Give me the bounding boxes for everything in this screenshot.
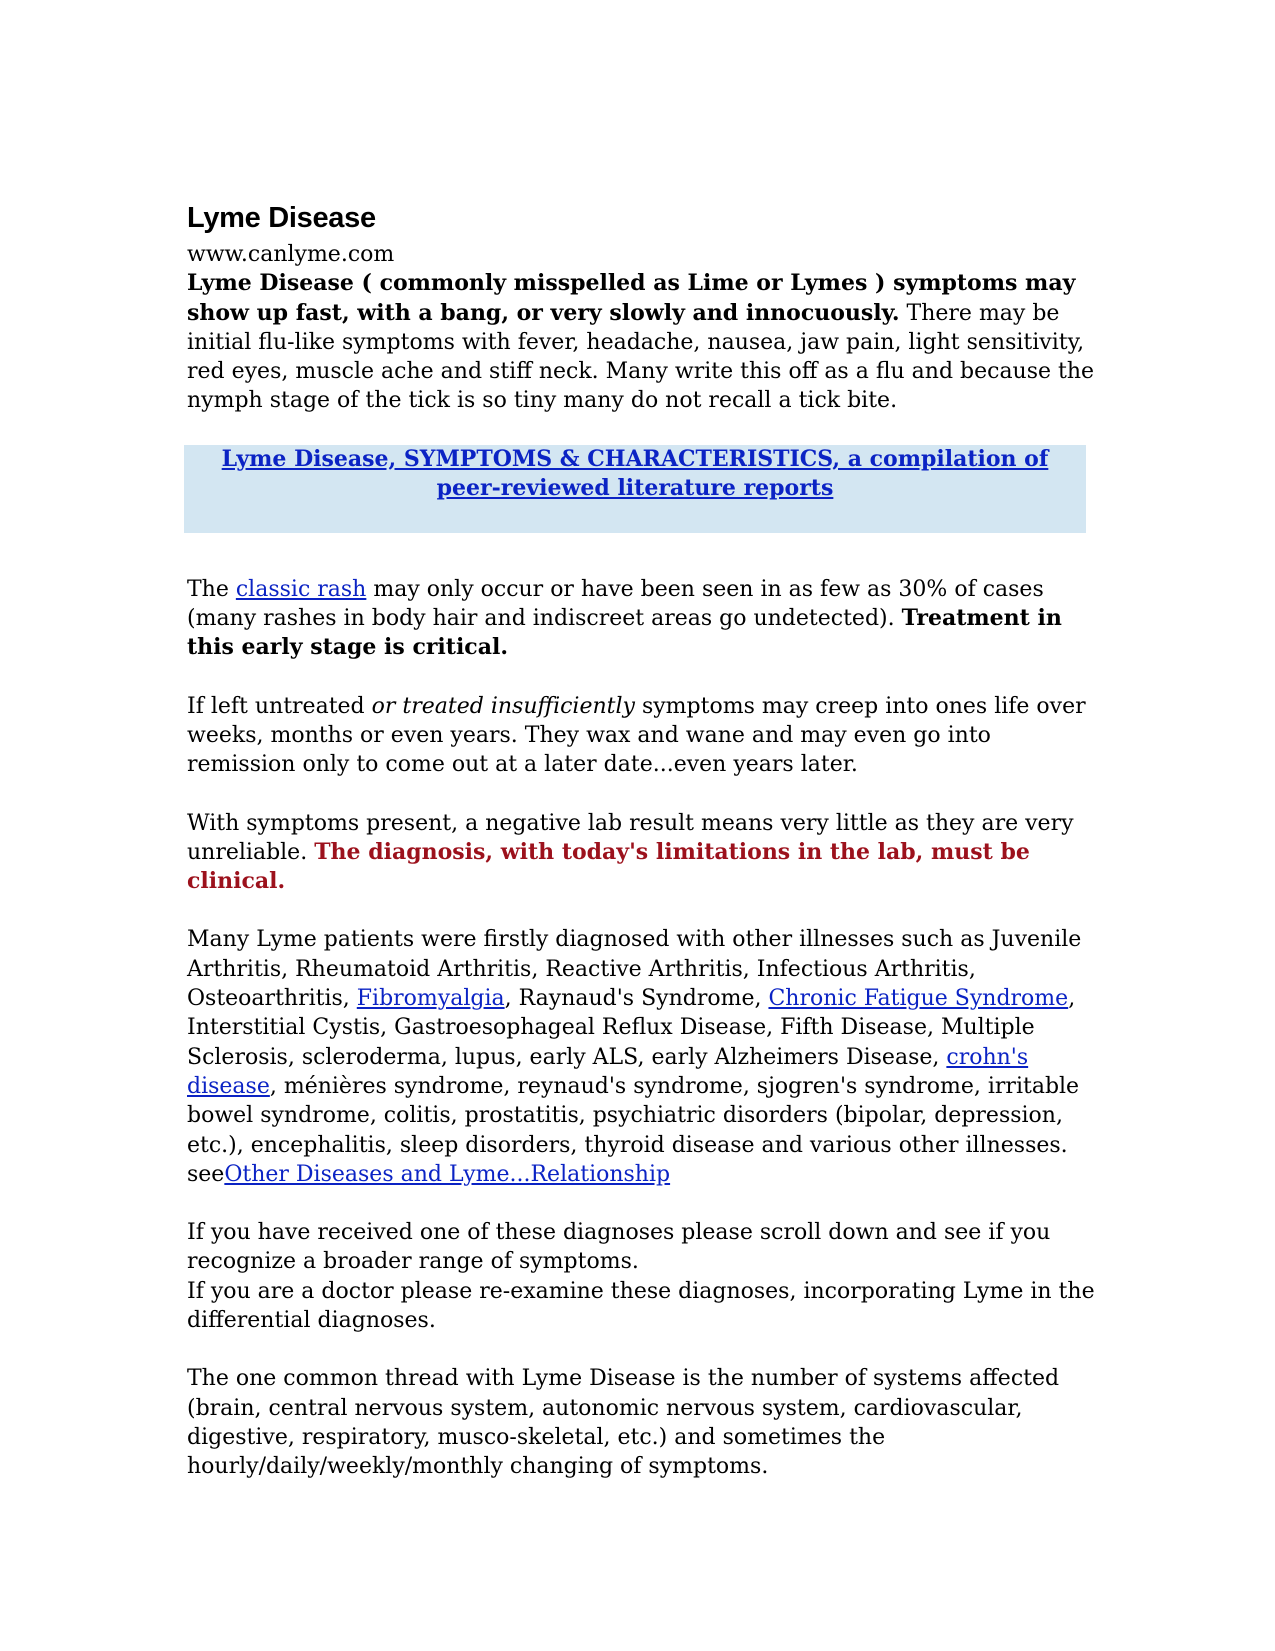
intro-text: There may be initial flu-like symptoms with fever, headache, nausea, jaw pain, light sensitivity, red eyes, muscle ache and stiff neck. Many write this off as a flu and because the nymph stage of the tick is so tiny many do not recall a tick bite. xyxy=(187,300,1095,414)
misdiagnosis-text-2: , Raynaud's Syndrome, xyxy=(504,986,769,1012)
page-title: Lyme Disease xyxy=(187,202,376,234)
common-thread-paragraph: The one common thread with Lyme Disease is the number of systems affected (brain, central nervous system, autonomic nervous system, cardiovascular, digestive, respiratory, musco-skeletal, etc.) and sometimes the hourly/daily/weekly/monthly changing of symptoms. xyxy=(187,1366,1060,1480)
untreated-text-after: symptoms may creep into ones life over weeks, months or even years. They wax and wane and may even go into remission only to come out at a later date...even years later. xyxy=(187,693,1086,778)
misdiagnosis-text-4: , ménières syndrome, reynaud's syndrome, sjogren's syndrome, irritable bowel syndrome, colitis, prostatitis, psychiatric disorders (bipolar, depression, etc.), encephalitis, sleep disorders, thyroid disease and various other illnesses. see xyxy=(187,1073,1080,1187)
rash-text-after: may only occur or have been seen in as few as 30% of cases (many rashes in body hair and indiscreet areas go undetected). xyxy=(187,576,1044,632)
doctor-paragraph: If you are a doctor please re-examine these diagnoses, incorporating Lyme in the differential diagnoses. xyxy=(187,1278,1095,1334)
intro-paragraph xyxy=(187,269,1097,415)
intro-bold-text: Lyme Disease ( commonly misspelled as Lime or Lymes ) symptoms may show up fast, with a bang, or very slowly and innocuously. xyxy=(187,270,1076,326)
symptoms-compilation-link[interactable]: Lyme Disease, SYMPTOMS & CHARACTERISTICS, a compilation of peer-reviewed literature reports xyxy=(221,445,1049,502)
document-page xyxy=(187,200,1097,1511)
untreated-paragraph xyxy=(187,692,1097,780)
site-url: www.canlyme.com xyxy=(187,242,395,267)
classic-rash-link[interactable]: classic rash xyxy=(235,576,367,602)
fibromyalgia-link[interactable]: Fibromyalgia xyxy=(356,986,505,1012)
misdiagnosis-text-3: , Interstitial Cystis, Gastroesophageal Reflux Disease, Fifth Disease, Multiple Sclerosis, scleroderma, lupus, early ALS, early Alzheimers Disease, xyxy=(187,986,1076,1070)
untreated-text-before: If left untreated xyxy=(187,693,372,719)
symptoms-banner xyxy=(184,445,1086,533)
crohns-disease-link[interactable]: crohn's disease xyxy=(187,1044,1029,1099)
other-diseases-link[interactable]: Other Diseases and Lyme...Relationship xyxy=(224,1161,671,1187)
misdiagnosis-paragraph xyxy=(187,925,1097,1189)
misdiagnosis-text-1: Many Lyme patients were firstly diagnosed with other illnesses such as Juvenile Arthritis, Rheumatoid Arthritis, Reactive Arthritis, Infectious Arthritis, Osteoarthritis, xyxy=(187,927,1082,1012)
lab-text: With symptoms present, a negative lab result means very little as they are very unreliable. xyxy=(187,810,1074,865)
rash-paragraph xyxy=(187,575,1097,663)
untreated-italic-text: or treated insufficiently xyxy=(371,693,635,719)
lab-paragraph xyxy=(187,809,1097,897)
rash-bold-text: Treatment in this early stage is critical. xyxy=(187,605,1062,661)
rash-text-before: The xyxy=(187,576,236,602)
clinical-diagnosis-text: The diagnosis, with today's limitations in the lab, must be clinical. xyxy=(187,838,1030,895)
chronic-fatigue-link[interactable]: Chronic Fatigue Syndrome xyxy=(768,986,1069,1012)
received-paragraph: If you have received one of these diagnoses please scroll down and see if you recognize a broader range of symptoms. xyxy=(187,1220,1051,1275)
